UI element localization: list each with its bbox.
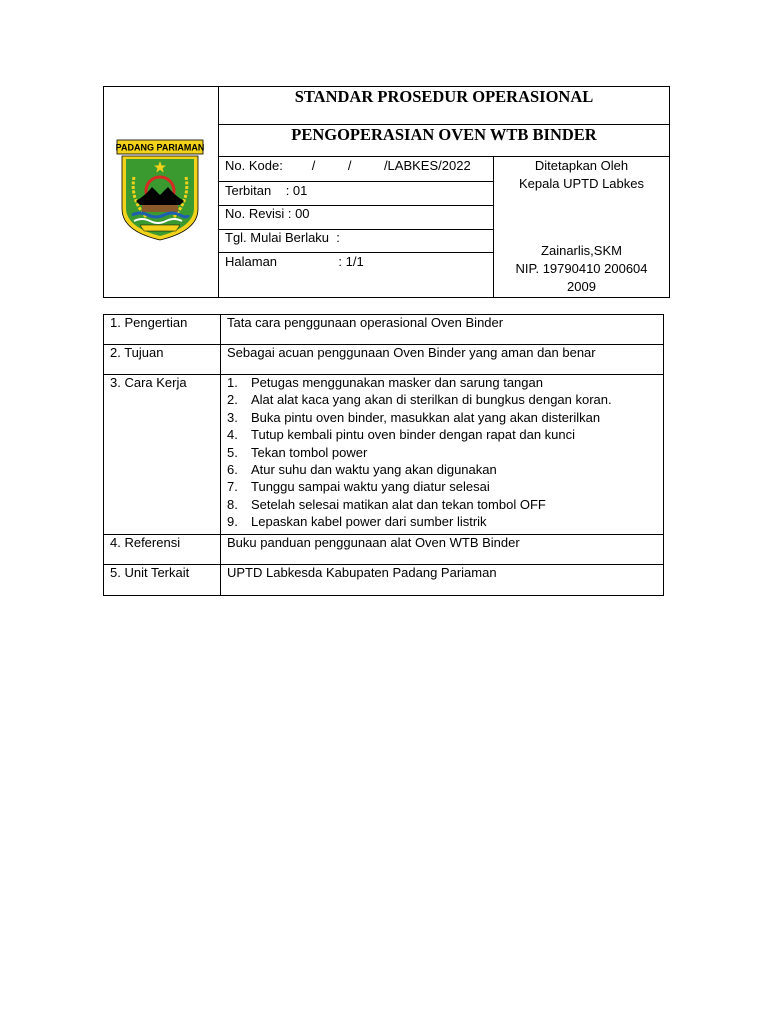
list-item: 6. Atur suhu dan waktu yang akan digunakan [227, 462, 497, 478]
signatory-name: Zainarlis,SKM [541, 243, 622, 258]
signatory-nip: NIP. 19790410 200604 [515, 261, 648, 276]
list-item: 8. Setelah selesai matikan alat dan tekan tombol OFF [227, 496, 546, 512]
halaman: Halaman : 1/1 [225, 254, 364, 269]
unit-terkait-value: UPTD Labkesda Kabupaten Padang Pariaman [227, 565, 497, 580]
crest-emblem-icon [116, 139, 204, 243]
tujuan-value: Sebagai acuan penggunaan Oven Binder yang aman dan benar [227, 345, 596, 360]
ditetapkan-oleh: Ditetapkan Oleh [534, 158, 629, 173]
no-revisi: No. Revisi : 00 [225, 206, 310, 221]
document-title: STANDAR PROSEDUR OPERASIONAL [294, 87, 594, 106]
list-item: 2. Alat alat kaca yang akan di sterilkan di bungkus dengan koran. [227, 392, 612, 408]
cara-kerja-steps [227, 374, 612, 531]
kepala-uptd: Kepala UPTD Labkes [518, 176, 644, 191]
document-subtitle: PENGOPERASIAN OVEN WTB BINDER [291, 125, 597, 144]
list-item: 3. Buka pintu oven binder, masukkan alat yang akan disterilkan [227, 409, 601, 425]
tujuan-label: 2. Tujuan [110, 345, 164, 360]
logo-banner-text: PADANG PARIAMAN [116, 142, 204, 153]
list-item: 7. Tunggu sampai waktu yang diatur selesai [227, 479, 490, 495]
cara-kerja-label: 3. Cara Kerja [110, 375, 187, 390]
tgl-mulai-berlaku: Tgl. Mulai Berlaku : [225, 230, 340, 245]
no-kode: No. Kode: / / /LABKES/2022 [225, 158, 471, 173]
unit-terkait-label: 5. Unit Terkait [110, 565, 190, 580]
referensi-value: Buku panduan penggunaan alat Oven WTB Binder [227, 535, 520, 550]
list-item: 1. Petugas menggunakan masker dan sarung tangan [227, 375, 543, 390]
referensi-label: 4. Referensi [110, 535, 181, 550]
padang-pariaman-logo [116, 139, 204, 243]
pengertian-label: 1. Pengertian [110, 315, 188, 330]
signatory-nip-year: 2009 [567, 279, 596, 294]
pengertian-value: Tata cara penggunaan operasional Oven Binder [227, 315, 504, 330]
terbitan: Terbitan : 01 [225, 183, 308, 198]
list-item: 9. Lepaskan kabel power dari sumber listrik [227, 514, 487, 530]
list-item: 5. Tekan tombol power [227, 444, 368, 460]
list-item: 4. Tutup kembali pintu oven binder dengan rapat dan kunci [227, 427, 576, 443]
